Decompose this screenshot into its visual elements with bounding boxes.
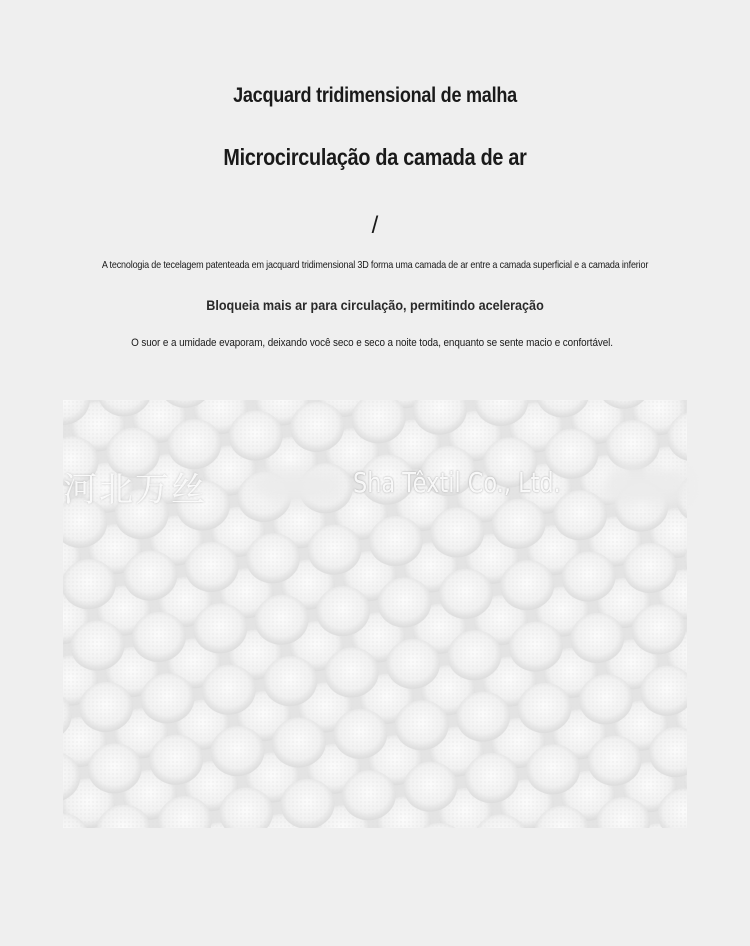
watermark-chinese: 河北万丝 xyxy=(63,470,207,510)
watermark-company: Sha Têxtil Co., Ltd. xyxy=(353,466,561,499)
heading-title: Jacquard tridimensional de malha xyxy=(233,84,517,107)
description-circulation: Bloqueia mais ar para circulação, permitindo aceleração xyxy=(206,297,544,313)
jacquard-pattern xyxy=(63,400,687,828)
description-comfort: O suor e a umidade evaporam, deixando você seco e seco a noite toda, enquanto se sente macio e confortável. xyxy=(131,337,613,349)
fabric-texture-image xyxy=(63,400,687,828)
separator-slash: / xyxy=(371,212,379,239)
description-technology: A tecnologia de tecelagem patenteada em jacquard tridimensional 3D forma uma camada de ar entre a camada superficial e a camada inferior xyxy=(101,259,649,271)
heading-subtitle: Microcirculação da camada de ar xyxy=(223,144,527,170)
